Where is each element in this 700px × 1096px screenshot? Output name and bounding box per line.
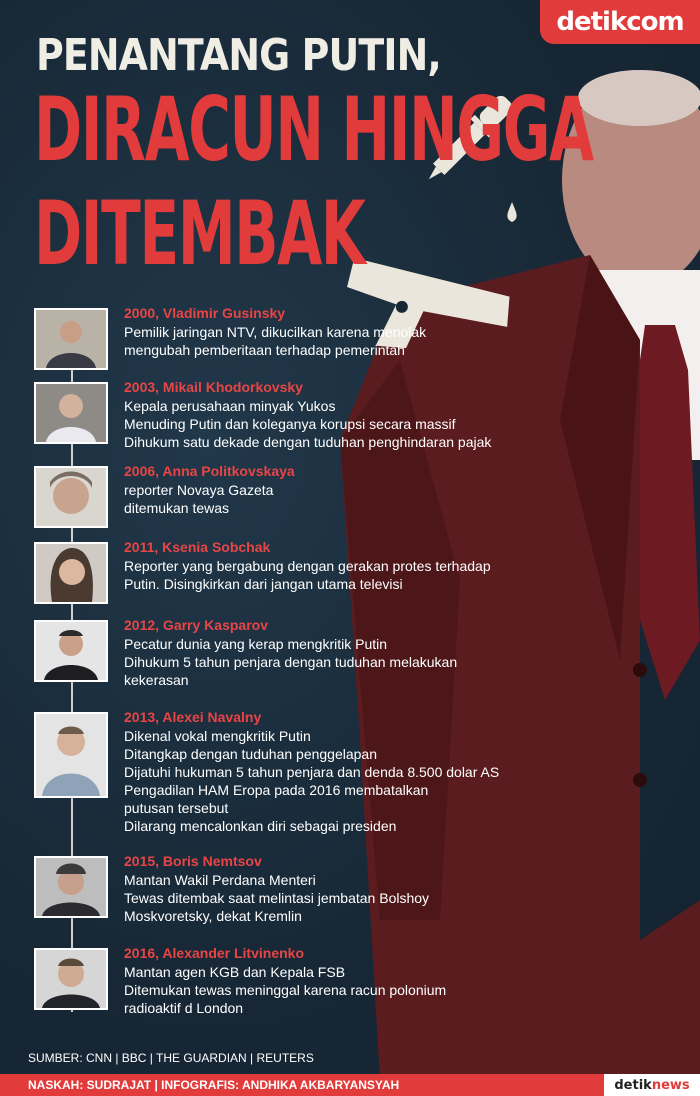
title-line-1: PENANTANG PUTIN,: [36, 30, 441, 81]
photo-sobchak: [34, 542, 108, 604]
entry-description: [124, 397, 491, 451]
entry-heading: 2011, Ksenia Sobchak: [124, 539, 271, 555]
entry-line: mengubah pemberitaan terhadap pemerintah: [124, 342, 405, 358]
photo-litvinenko: [34, 948, 108, 1010]
entry-line: Dikenal vokal mengkritik Putin: [124, 728, 311, 744]
entry-heading: 2000, Vladimir Gusinsky: [124, 305, 286, 321]
credits-text: NASKAH: SUDRAJAT | INFOGRAFIS: ANDHIKA AKBARYANSYAH: [28, 1078, 400, 1092]
credits-bar: [0, 1074, 700, 1096]
entry-line: Pecatur dunia yang kerap mengkritik Putin: [124, 636, 388, 652]
entry-description: [124, 481, 273, 517]
entry-line: Dilarang mencalonkan diri sebagai presiden: [124, 818, 397, 834]
entry-line: Dihukum 5 tahun penjara dengan tuduhan melakukan: [124, 654, 458, 670]
suit-button: [633, 663, 647, 677]
title-line-2: DIRACUN HINGGA: [34, 78, 593, 181]
entry-line: Kepala perusahaan minyak Yukos: [124, 398, 336, 414]
entry-line: Pengadilan HAM Eropa pada 2016 membatalkan: [124, 782, 429, 798]
sources-text: SUMBER: CNN | BBC | THE GUARDIAN | REUTERS: [28, 1051, 314, 1065]
entry-description: [124, 963, 446, 1017]
entry-line: Reporter yang bergabung dengan gerakan protes terhadap: [124, 558, 491, 574]
entry-description: [124, 323, 426, 359]
entry-heading: 2016, Alexander Litvinenko: [124, 945, 304, 961]
hair-shape: [578, 70, 700, 126]
suit-button: [633, 773, 647, 787]
entry-heading: 2003, Mikail Khodorkovsky: [124, 379, 303, 395]
photo-nemtsov: [34, 856, 108, 918]
title-line-3: DITEMBAK: [34, 182, 365, 285]
entry-heading: 2013, Alexei Navalny: [124, 709, 262, 725]
logo-part1: detik: [556, 7, 627, 37]
entry-line: radioaktif d London: [124, 1000, 244, 1016]
photo-navalny: [34, 712, 108, 798]
footer-logo-part1: detik: [614, 1077, 652, 1093]
entry-heading: 2006, Anna Politkovskaya: [124, 463, 295, 479]
entry-line: Tewas ditembak saat melintasi jembatan Bolshoy: [124, 890, 430, 906]
entry-description: [124, 727, 499, 835]
entry-line: Ditemukan tewas meninggal karena racun polonium: [124, 982, 447, 998]
drop-icon: [507, 202, 516, 222]
detiknews-logo: [604, 1074, 700, 1096]
entry-line: Pemilik jaringan NTV, dikucilkan karena menolak: [124, 324, 427, 340]
photo-gusinsky: [34, 308, 108, 370]
footer-logo-part2: news: [651, 1077, 690, 1093]
entry-line: reporter Novaya Gazeta: [124, 482, 274, 498]
entry-line: ditemukan tewas: [124, 500, 230, 516]
entry-line: Dihukum satu dekade dengan tuduhan penghindaran pajak: [124, 434, 492, 450]
logo-part2: com: [626, 7, 684, 37]
entry-description: [124, 635, 457, 689]
entry-description: [124, 871, 429, 925]
entry-line: Menuding Putin dan koleganya korupsi secara massif: [124, 416, 456, 432]
entry-line: Putin. Disingkirkan dari jangan utama televisi: [124, 576, 403, 592]
photo-khodorkovsky: [34, 382, 108, 444]
entry-heading: 2012, Garry Kasparov: [124, 617, 268, 633]
photo-kasparov: [34, 620, 108, 682]
entry-line: Mantan agen KGB dan Kepala FSB: [124, 964, 346, 980]
entry-line: kekerasan: [124, 672, 189, 688]
entry-line: Ditangkap dengan tuduhan penggelapan: [124, 746, 378, 762]
photo-politkovskaya: [34, 466, 108, 528]
entry-description: [124, 557, 491, 593]
entry-line: putusan tersebut: [124, 800, 229, 816]
entry-line: Mantan Wakil Perdana Menteri: [124, 872, 316, 888]
detikcom-logo: [540, 0, 700, 44]
sources-bar: [22, 1046, 458, 1070]
entry-heading: 2015, Boris Nemtsov: [124, 853, 262, 869]
entry-line: Dijatuhi hukuman 5 tahun penjara dan denda 8.500 dolar AS: [124, 764, 500, 780]
entry-line: Moskvoretsky, dekat Kremlin: [124, 908, 302, 924]
